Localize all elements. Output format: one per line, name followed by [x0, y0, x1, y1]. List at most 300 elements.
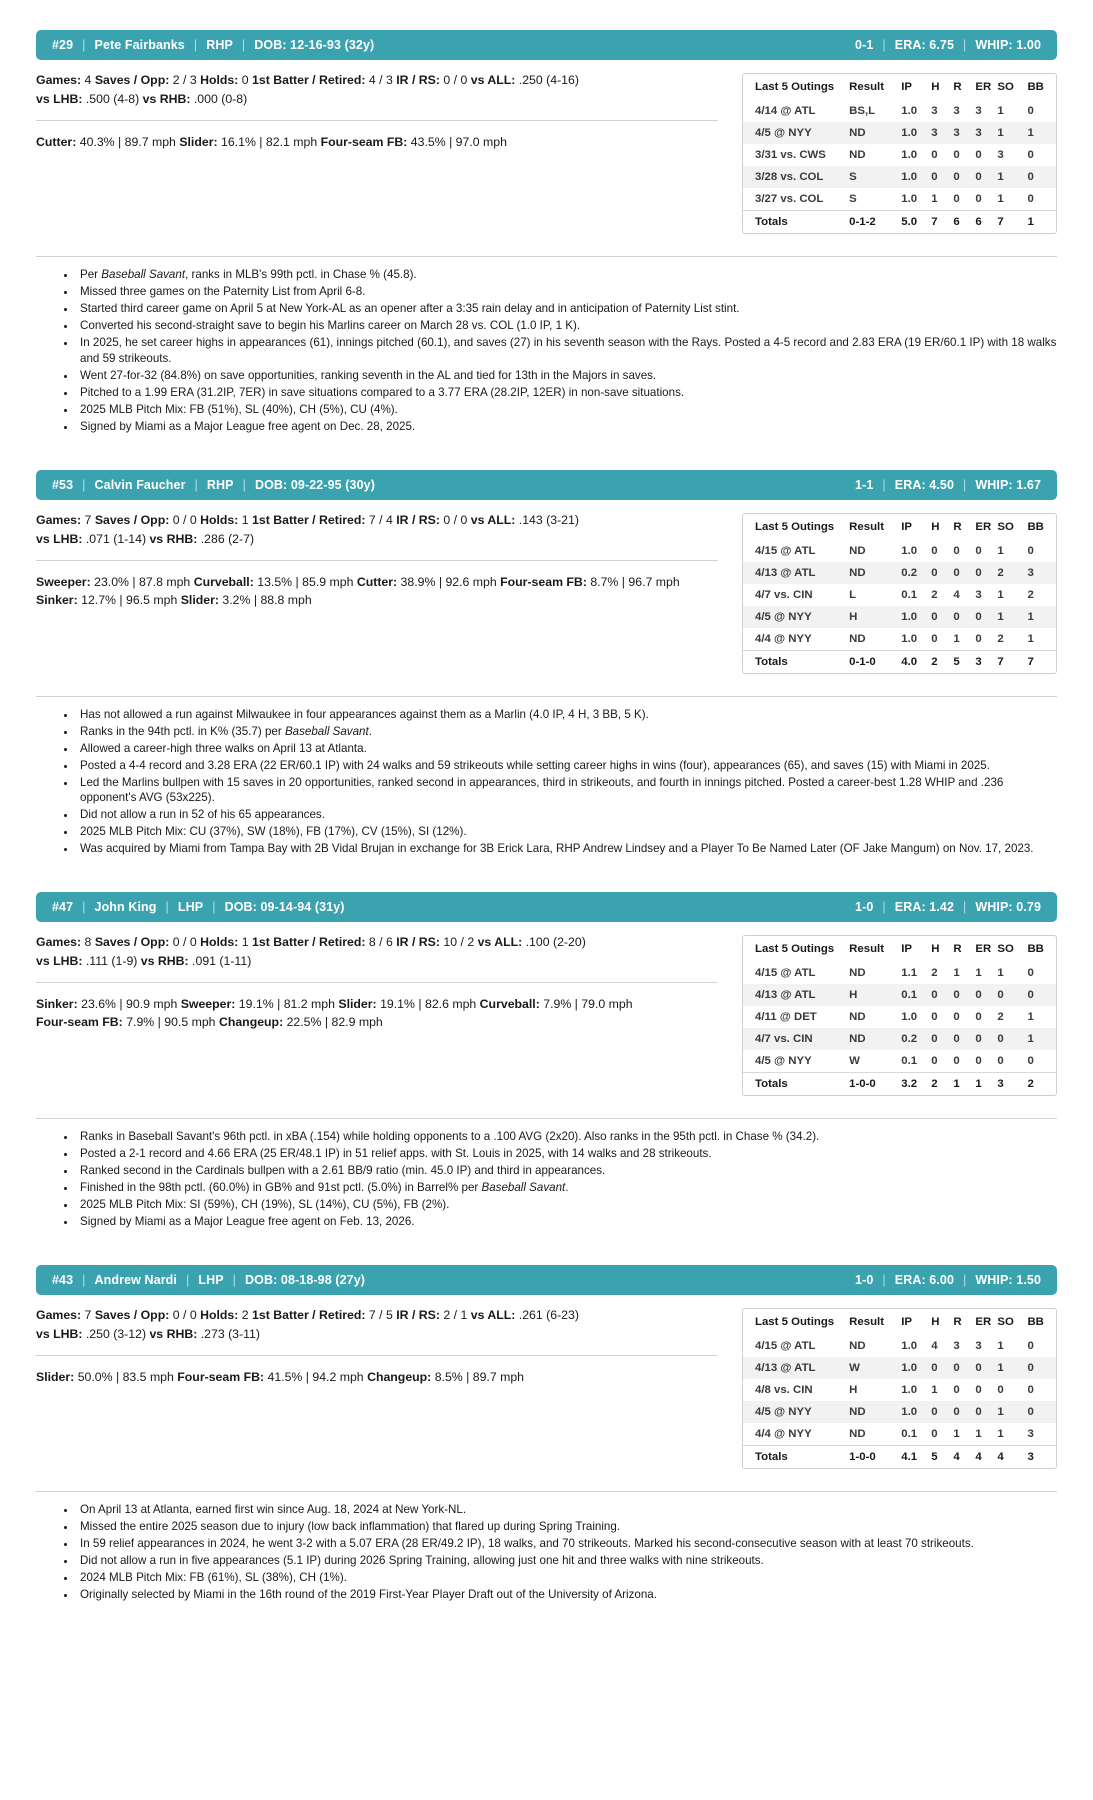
cell-h: 0 — [931, 544, 938, 557]
stat-line: Games: 7 Saves / Opp: 0 / 0 Holds: 1 1st Batter / Retired: 7 / 4 IR / RS: 0 / 0 vs ALL: .143 (3-21) — [36, 512, 579, 527]
totals-er: 6 — [975, 211, 997, 234]
column-header: H — [931, 81, 940, 93]
header-separator: | — [963, 1273, 967, 1287]
table-row — [743, 100, 1056, 122]
cell-h: 0 — [931, 562, 953, 584]
cell-r: 0 — [953, 166, 975, 188]
cell-opp: 4/13 @ ATL — [743, 1357, 849, 1379]
cell-bb: 0 — [1027, 1055, 1034, 1067]
list-item: • Originally selected by Miami in the 16th round of the 2019 First-Year Player Draft out of the University of Arizona. — [76, 1587, 1057, 1603]
cell-result: ND — [849, 1028, 901, 1050]
totals-ip: 4.1 — [901, 1446, 931, 1469]
cell-er: 0 — [975, 149, 982, 161]
outings-table-wrapper — [742, 73, 1057, 234]
list-item: • Allowed a career-high three walks on April 13 at Atlanta. — [76, 741, 1057, 757]
cell-opp: 3/27 vs. COL — [755, 193, 824, 205]
table-row — [743, 606, 1056, 628]
cell-r: 0 — [953, 984, 975, 1006]
cell-h: 0 — [931, 166, 953, 188]
player-record: 1-0 — [855, 1273, 874, 1287]
player-summary-stats — [855, 900, 1041, 914]
outings-table — [743, 936, 1056, 1095]
player-era: ERA: 6.00 — [894, 1273, 955, 1287]
table-header-row — [743, 1309, 1056, 1335]
header-separator: | — [241, 38, 246, 52]
stat-line: vs LHB: .111 (1-9) vs RHB: .091 (1-11) — [36, 954, 252, 968]
cell-ip: 1.0 — [901, 1340, 918, 1352]
cell-er: 0 — [975, 166, 997, 188]
table-row — [743, 122, 1056, 144]
totals-h: 7 — [931, 211, 953, 234]
cell-so: 1 — [997, 588, 1004, 601]
cell-r: 0 — [953, 193, 960, 205]
cell-bb: 1 — [1027, 1028, 1056, 1050]
cell-er: 0 — [975, 1011, 982, 1023]
list-item: • Was acquired by Miami from Tampa Bay with 2B Vidal Brujan in exchange for 3B Erick Lara, RHP Andrew Lindsey and a Player To Be Named Later (OF Jake Mangum) on Nov. 17, 2023. — [76, 841, 1057, 857]
cell-result: W — [849, 1055, 860, 1067]
stats-divider — [36, 1355, 718, 1356]
outings-table — [743, 74, 1056, 233]
cell-result: ND — [849, 562, 901, 584]
cell-result: S — [849, 166, 901, 188]
cell-result: H — [849, 606, 901, 628]
column-header: ER — [975, 520, 992, 533]
totals-ip: 4.0 — [901, 650, 931, 673]
cell-so: 1 — [997, 967, 1004, 979]
totals-er: 3 — [975, 650, 997, 673]
cell-bb: 0 — [1027, 1401, 1056, 1423]
cell-er: 3 — [975, 588, 982, 601]
column-header: Result — [849, 943, 884, 955]
column-header: ER — [975, 81, 992, 93]
cell-opp: 4/5 @ NYY — [755, 1055, 812, 1067]
cell-opp: 4/7 vs. CIN — [755, 588, 813, 601]
table-row — [743, 166, 1056, 188]
cell-r: 3 — [953, 105, 960, 117]
cell-opp: 4/15 @ ATL — [755, 544, 816, 557]
header-separator: | — [193, 38, 198, 52]
player-hand: RHP — [206, 477, 234, 492]
cell-ip: 1.0 — [901, 105, 918, 117]
column-header: H — [931, 520, 940, 533]
player-dob: DOB: 09-22-95 (30y) — [254, 477, 375, 492]
cell-bb: 1 — [1027, 1011, 1034, 1023]
cell-h: 2 — [931, 588, 938, 601]
totals-bb: 3 — [1027, 1446, 1056, 1469]
cell-r: 0 — [953, 1401, 975, 1423]
cell-er: 1 — [975, 1428, 982, 1440]
totals-ip: 5.0 — [901, 211, 931, 234]
cell-r: 3 — [953, 122, 975, 144]
player-notes — [36, 674, 1057, 857]
header-separator: | — [232, 1273, 237, 1287]
player-identity — [52, 478, 375, 492]
list-item: • Converted his second-straight save to begin his Marlins career on March 28 vs. COL (1.0 IP, 1 K). — [76, 318, 1057, 334]
totals-bb: 2 — [1027, 1073, 1056, 1096]
list-item: • Missed the entire 2025 season due to injury (low back inflammation) that flared up during Spring Training. — [76, 1519, 1057, 1535]
table-totals-row — [743, 1073, 1056, 1096]
cell-bb: 0 — [1027, 193, 1034, 205]
cell-h: 0 — [931, 1357, 953, 1379]
stats-divider — [36, 120, 718, 121]
last-five-outings-column — [742, 511, 1057, 674]
cell-bb: 1 — [1027, 632, 1034, 645]
header-separator: | — [963, 477, 967, 492]
player-whip: WHIP: 1.67 — [975, 477, 1041, 492]
cell-er: 3 — [975, 105, 982, 117]
cell-result: BS,L — [849, 105, 876, 117]
player-block — [36, 30, 1057, 434]
player-notes — [36, 1096, 1057, 1230]
pitch-mix-line: Slider: 50.0% | 83.5 mph Four-seam FB: 41.5% | 94.2 mph Changeup: 8.5% | 89.7 mph — [36, 1370, 525, 1384]
cell-so: 2 — [997, 562, 1027, 584]
cell-so: 1 — [997, 1340, 1004, 1352]
list-item: • Has not allowed a run against Milwaukee in four appearances against them as a Marlin (4.0 IP, 4 H, 3 BB, 5 K). — [76, 707, 1057, 723]
player-body — [36, 1295, 1057, 1469]
list-item: • Signed by Miami as a Major League free agent on Dec. 28, 2025. — [76, 419, 1057, 435]
block-spacer — [36, 858, 1057, 892]
cell-ip: 1.0 — [901, 544, 918, 557]
player-body — [36, 60, 1057, 234]
table-totals-row — [743, 1446, 1056, 1469]
header-separator: | — [882, 38, 886, 52]
cell-er: 0 — [975, 193, 982, 205]
cell-bb: 0 — [1027, 967, 1034, 979]
column-header: Last 5 Outings — [755, 520, 835, 533]
list-item: • Finished in the 98th pctl. (60.0%) in GB% and 91st pctl. (5.0%) in Barrel% per Baseball Savant. — [76, 1180, 1057, 1196]
table-row — [743, 1028, 1056, 1050]
table-header-row — [743, 514, 1056, 540]
table-row — [743, 540, 1056, 562]
cell-so: 1 — [997, 1401, 1027, 1423]
cell-ip: 1.0 — [901, 1011, 918, 1023]
list-item: • 2025 MLB Pitch Mix: SI (59%), CH (19%), SL (14%), CU (5%), FB (2%). — [76, 1197, 1057, 1213]
pitch-mix-line: Cutter: 40.3% | 89.7 mph Slider: 16.1% | 82.1 mph Four-seam FB: 43.5% | 97.0 mph — [36, 135, 507, 149]
list-item: • Per Baseball Savant, ranks in MLB's 99th pctl. in Chase % (45.8). — [76, 267, 1057, 283]
table-totals-row — [743, 211, 1056, 234]
column-header: Result — [849, 81, 884, 93]
cell-result: ND — [849, 122, 901, 144]
totals-so: 7 — [997, 650, 1027, 673]
cell-so: 1 — [997, 193, 1004, 205]
cell-so: 1 — [997, 166, 1027, 188]
players-container — [36, 30, 1057, 1638]
list-item: • Posted a 2-1 record and 4.66 ERA (25 ER/48.1 IP) in 51 relief apps. with St. Louis in 2025, with 14 walks and 28 strikeouts. — [76, 1146, 1057, 1162]
cell-er: 0 — [975, 984, 997, 1006]
cell-opp: 4/13 @ ATL — [743, 984, 849, 1006]
cell-r: 0 — [953, 1011, 960, 1023]
cell-opp: 4/11 @ DET — [755, 1011, 817, 1023]
cell-h: 0 — [931, 1428, 938, 1440]
cell-so: 1 — [997, 544, 1004, 557]
totals-so: 7 — [997, 211, 1027, 234]
table-row — [743, 1401, 1056, 1423]
player-name: Calvin Faucher — [94, 477, 186, 492]
notes-list — [36, 267, 1057, 434]
cell-so: 2 — [997, 632, 1004, 645]
list-item: • In 2025, he set career highs in appearances (61), innings pitched (60.1), and saves (27) in his seventh season with the Rays. Posted a 4-5 record and 2.83 ERA (19 ER/60.1 IP) with 18 walks and 59 strikeouts. — [76, 335, 1057, 366]
player-summary-stats — [855, 1273, 1041, 1287]
cell-bb: 0 — [1027, 1357, 1056, 1379]
outings-table-wrapper — [742, 513, 1057, 674]
cell-bb: 3 — [1027, 562, 1056, 584]
column-header: SO — [997, 1316, 1014, 1328]
list-item: • Did not allow a run in five appearances (5.1 IP) during 2026 Spring Training, allowing just one hit and three walks with nine strikeouts. — [76, 1553, 1057, 1569]
header-separator: | — [194, 477, 198, 492]
player-header-bar — [36, 1265, 1057, 1295]
column-header: H — [931, 943, 940, 955]
cell-h: 0 — [931, 1055, 938, 1067]
player-dob: DOB: 12-16-93 (32y) — [254, 38, 375, 52]
cell-h: 3 — [931, 122, 953, 144]
totals-r: 5 — [953, 650, 975, 673]
column-header: BB — [1027, 943, 1044, 955]
stats-divider — [36, 560, 718, 561]
column-header: R — [953, 520, 962, 533]
list-item: • 2025 MLB Pitch Mix: FB (51%), SL (40%), CH (5%), CU (4%). — [76, 402, 1057, 418]
totals-r: 4 — [953, 1446, 975, 1469]
cell-h: 0 — [931, 984, 953, 1006]
player-header-bar — [36, 470, 1057, 500]
cell-bb: 0 — [1027, 149, 1034, 161]
totals-r: 6 — [953, 211, 975, 234]
cell-ip: 1.0 — [901, 149, 918, 161]
totals-bb: 1 — [1027, 211, 1056, 234]
player-record: 1-0 — [855, 900, 874, 914]
notes-divider — [36, 1491, 1057, 1492]
last-five-outings-column — [742, 933, 1057, 1096]
cell-ip: 1.1 — [901, 967, 918, 979]
cell-er: 0 — [975, 1401, 997, 1423]
player-era: ERA: 4.50 — [894, 477, 955, 492]
cell-r: 1 — [953, 967, 960, 979]
list-item: • Ranks in the 94th pctl. in K% (35.7) per Baseball Savant. — [76, 724, 1057, 740]
pitch-mix-line: Four-seam FB: 7.9% | 90.5 mph Changeup: 22.5% | 82.9 mph — [36, 1015, 383, 1029]
pitch-mix-line: Sweeper: 23.0% | 87.8 mph Curveball: 13.5% | 85.9 mph Cutter: 38.9% | 92.6 mph Four-seam FB: 8.7% | 96.7 mph — [36, 574, 680, 589]
header-separator: | — [212, 900, 216, 914]
season-stats-column — [36, 71, 742, 151]
header-separator: | — [82, 477, 86, 492]
cell-ip: 1.0 — [901, 122, 931, 144]
stat-line: vs LHB: .250 (3-12) vs RHB: .273 (3-11) — [36, 1327, 260, 1341]
cell-so: 1 — [997, 1428, 1004, 1440]
cell-bb: 2 — [1027, 588, 1034, 601]
season-stats-column — [36, 1306, 742, 1386]
player-notes — [36, 1469, 1057, 1603]
cell-er: 0 — [975, 606, 997, 628]
column-header: Last 5 Outings — [755, 943, 835, 955]
cell-ip: 0.1 — [901, 1428, 918, 1440]
cell-result: ND — [849, 1428, 866, 1440]
cell-result: H — [849, 984, 901, 1006]
totals-so: 3 — [997, 1073, 1027, 1096]
column-header: H — [931, 1316, 940, 1328]
cell-h: 0 — [931, 1401, 953, 1423]
cell-bb: 1 — [1027, 606, 1056, 628]
cell-opp: 4/14 @ ATL — [755, 105, 816, 117]
player-name: John King — [94, 900, 157, 914]
totals-label: Totals — [743, 1073, 849, 1096]
player-name: Andrew Nardi — [94, 1273, 177, 1287]
column-header: R — [953, 81, 962, 93]
stats-divider — [36, 982, 718, 983]
player-whip: WHIP: 1.00 — [975, 38, 1041, 52]
table-row — [743, 188, 1056, 211]
header-separator: | — [82, 900, 86, 914]
cell-opp: 4/7 vs. CIN — [743, 1028, 849, 1050]
cell-r: 0 — [953, 1055, 960, 1067]
column-header: BB — [1027, 1316, 1044, 1328]
table-row — [743, 628, 1056, 651]
outings-table-wrapper — [742, 935, 1057, 1096]
player-number: #53 — [52, 477, 74, 492]
last-five-outings-column — [742, 1306, 1057, 1469]
season-stats-column — [36, 933, 742, 1031]
block-spacer — [36, 1231, 1057, 1265]
cell-opp: 3/31 vs. CWS — [755, 149, 826, 161]
table-totals-row — [743, 650, 1056, 673]
cell-h: 0 — [931, 1011, 938, 1023]
header-separator: | — [882, 900, 886, 914]
table-row — [743, 1357, 1056, 1379]
totals-bb: 7 — [1027, 650, 1056, 673]
cell-opp: 4/8 vs. CIN — [755, 1384, 813, 1396]
cell-er: 0 — [975, 544, 982, 557]
cell-er: 0 — [975, 1055, 982, 1067]
cell-r: 0 — [953, 1384, 960, 1396]
cell-er: 1 — [975, 967, 982, 979]
totals-r: 1 — [953, 1073, 975, 1096]
cell-r: 1 — [953, 632, 960, 645]
table-row — [743, 584, 1056, 606]
column-header: SO — [997, 81, 1014, 93]
player-era: ERA: 1.42 — [894, 900, 955, 914]
cell-opp: 4/13 @ ATL — [743, 562, 849, 584]
cell-ip: 1.0 — [901, 1401, 931, 1423]
column-header: Last 5 Outings — [755, 1316, 835, 1328]
cell-ip: 1.0 — [901, 166, 931, 188]
player-identity — [52, 38, 374, 52]
cell-h: 0 — [931, 632, 938, 645]
totals-er: 1 — [975, 1073, 997, 1096]
cell-er: 0 — [975, 1028, 997, 1050]
player-number: #43 — [52, 1273, 74, 1287]
stat-line: Games: 8 Saves / Opp: 0 / 0 Holds: 1 1st Batter / Retired: 8 / 6 IR / RS: 10 / 2 vs ALL: .100 (2-20) — [36, 935, 586, 949]
list-item: • Missed three games on the Paternity List from April 6-8. — [76, 284, 1057, 300]
header-separator: | — [882, 1273, 886, 1287]
cell-bb: 0 — [1027, 166, 1056, 188]
table-row — [743, 1423, 1056, 1446]
list-item: • Led the Marlins bullpen with 15 saves in 20 opportunities, ranked second in appearances, third in strikeouts, and fourth in innings pitched. Posted a career-best 1.28 WHIP and .236 opponent's AVG (53x225). — [76, 775, 1057, 806]
column-header: R — [953, 943, 962, 955]
cell-so: 0 — [997, 1384, 1004, 1396]
notes-divider — [36, 696, 1057, 697]
list-item: • Went 27-for-32 (84.8%) on save opportunities, ranking seventh in the AL and tied for 13th in the Majors in saves. — [76, 368, 1057, 384]
player-number: #29 — [52, 38, 74, 52]
header-separator: | — [165, 900, 169, 914]
cell-ip: 0.1 — [901, 588, 918, 601]
cell-h: 4 — [931, 1340, 938, 1352]
cell-ip: 0.1 — [901, 1055, 918, 1067]
player-identity — [52, 1273, 365, 1287]
notes-list — [36, 1502, 1057, 1603]
player-record: 1-1 — [855, 477, 874, 492]
table-row — [743, 984, 1056, 1006]
header-separator: | — [963, 900, 967, 914]
stat-line: vs LHB: .071 (1-14) vs RHB: .286 (2-7) — [36, 531, 255, 546]
cell-so: 2 — [997, 1011, 1004, 1023]
player-body — [36, 922, 1057, 1096]
cell-ip: 1.0 — [901, 606, 931, 628]
header-separator: | — [82, 1273, 86, 1287]
cell-so: 1 — [997, 1357, 1027, 1379]
player-hand: RHP — [206, 38, 233, 52]
player-summary-stats — [855, 478, 1041, 492]
cell-r: 3 — [953, 1340, 960, 1352]
totals-er: 4 — [975, 1446, 997, 1469]
cell-result: ND — [849, 1401, 901, 1423]
list-item: • Ranked second in the Cardinals bullpen with a 2.61 BB/9 ratio (min. 45.0 IP) and third in appearances. — [76, 1163, 1057, 1179]
cell-h: 1 — [931, 1384, 938, 1396]
cell-so: 1 — [997, 122, 1027, 144]
cell-so: 0 — [997, 984, 1027, 1006]
cell-er: 0 — [975, 1384, 982, 1396]
table-row — [743, 1379, 1056, 1401]
player-era: ERA: 6.75 — [894, 38, 955, 52]
pitch-mix-line: Sinker: 12.7% | 96.5 mph Slider: 3.2% | 88.8 mph — [36, 592, 312, 607]
cell-r: 0 — [953, 544, 960, 557]
totals-result: 0-1-2 — [849, 211, 901, 234]
column-header: BB — [1027, 520, 1044, 533]
notes-list — [36, 1129, 1057, 1230]
cell-bb: 3 — [1027, 1428, 1034, 1440]
list-item: • Pitched to a 1.99 ERA (31.2IP, 7ER) in save situations compared to a 3.77 ERA (28.2IP, 12ER) in non-save situations. — [76, 385, 1057, 401]
cell-h: 1 — [931, 193, 938, 205]
cell-r: 0 — [953, 606, 975, 628]
outings-table — [743, 1309, 1056, 1468]
cell-opp: 4/15 @ ATL — [755, 1340, 816, 1352]
outings-table — [743, 514, 1056, 673]
notes-list — [36, 707, 1057, 857]
header-separator: | — [882, 477, 886, 492]
season-stats-column — [36, 511, 742, 609]
cell-h: 0 — [931, 606, 953, 628]
cell-bb: 0 — [1027, 984, 1056, 1006]
totals-result: 1-0-0 — [849, 1446, 901, 1469]
list-item: • In 59 relief appearances in 2024, he went 3-2 with a 5.07 ERA (28 ER/49.2 IP), 18 walks, and 70 strikeouts. Marked his second-consecutive season with at least 70 strikeouts. — [76, 1536, 1057, 1552]
column-header: R — [953, 1316, 962, 1328]
cell-er: 3 — [975, 122, 997, 144]
cell-ip: 1.0 — [901, 1384, 918, 1396]
player-hand: LHP — [198, 1273, 224, 1287]
player-name: Pete Fairbanks — [94, 38, 185, 52]
notes-divider — [36, 1118, 1057, 1119]
table-row — [743, 1335, 1056, 1357]
cell-opp: 3/28 vs. COL — [743, 166, 849, 188]
column-header: IP — [901, 1316, 913, 1328]
totals-h: 2 — [931, 1073, 953, 1096]
cell-r: 0 — [953, 562, 975, 584]
block-spacer — [36, 1604, 1057, 1638]
table-row — [743, 1006, 1056, 1028]
cell-h: 0 — [931, 1028, 953, 1050]
cell-h: 0 — [931, 149, 938, 161]
totals-result: 1-0-0 — [849, 1073, 901, 1096]
table-header-row — [743, 936, 1056, 962]
totals-so: 4 — [997, 1446, 1027, 1469]
player-block — [36, 470, 1057, 857]
list-item: • Did not allow a run in 52 of his 65 appearances. — [76, 807, 1057, 823]
